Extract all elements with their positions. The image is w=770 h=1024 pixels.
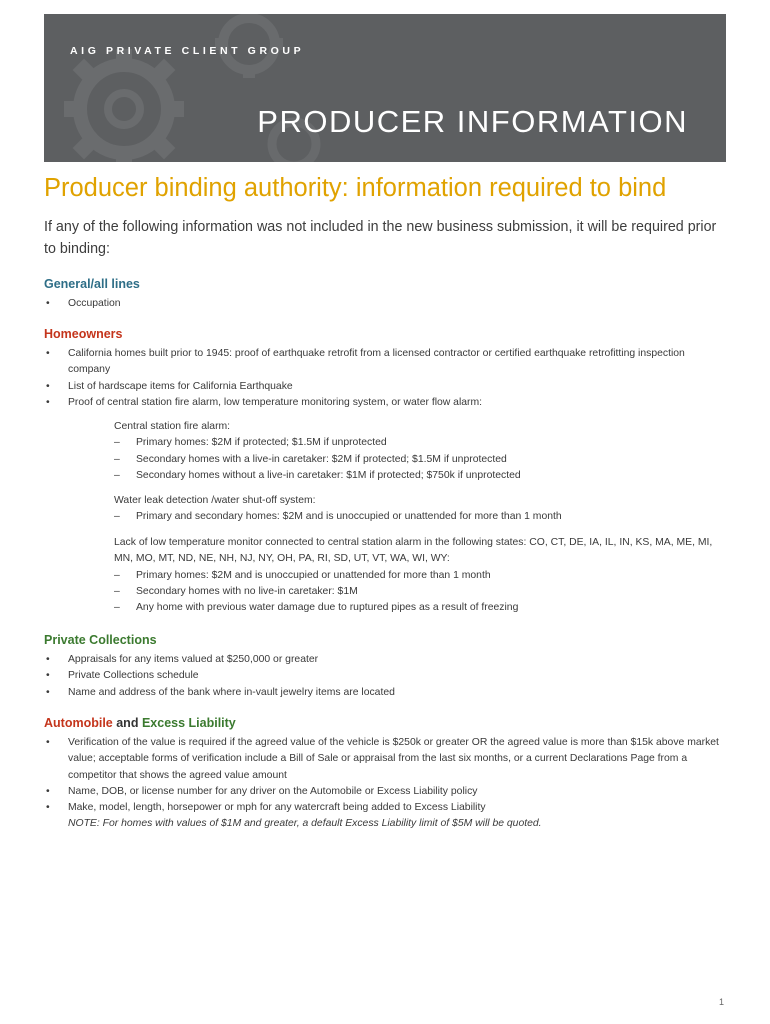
intro-text: If any of the following information was not included in the new business submission, it will be required prior to binding: bbox=[44, 219, 717, 257]
water-leak-block bbox=[114, 493, 724, 526]
page-number: 1 bbox=[719, 997, 725, 1007]
list-item: – Primary homes: $2M and is unoccupied or unattended for more than 1 month bbox=[114, 569, 491, 581]
list-item: • California homes built prior to 1945: proof of earthquake retrofit from a licensed contractor or certified earthquake retrofitting inspection company bbox=[46, 348, 685, 376]
list-item: • Verification of the value is required if the agreed value of the vehicle is $250k or greater OR the agreed value is more than $15k above market value; acceptable forms of verification include a Bill of Sale or appraisal from the last six months, or a current Declarations Page from a competitor that shows the agreed value amount bbox=[46, 737, 719, 781]
heading-automobile: Automobile bbox=[44, 716, 113, 730]
list-item: • Private Collections schedule bbox=[46, 670, 199, 682]
heading-and: and bbox=[116, 716, 139, 730]
homeowners-list bbox=[44, 346, 724, 411]
header-banner bbox=[44, 14, 726, 162]
brand-name: AIG PRIVATE CLIENT GROUP bbox=[70, 45, 305, 57]
list-item: – Any home with previous water damage due to ruptured pipes as a result of freezing bbox=[114, 602, 519, 614]
list-item: • Name and address of the bank where in-vault jewelry items are located bbox=[46, 686, 395, 698]
list-item: – Secondary homes without a live-in caretaker: $1M if protected; $750k if unprotected bbox=[114, 469, 521, 481]
section-heading-homeowners: Homeowners bbox=[44, 327, 123, 341]
private-collections-list bbox=[44, 652, 724, 701]
banner-title: PRODUCER INFORMATION bbox=[257, 104, 688, 139]
list-item: – Secondary homes with a live-in caretaker: $2M if protected; $1.5M if unprotected bbox=[114, 453, 507, 465]
excess-liability-note: NOTE: For homes with values of $1M and greater, a default Excess Liability limit of $5M will be quoted. bbox=[68, 818, 542, 830]
list-item: • Make, model, length, horsepower or mph for any watercraft being added to Excess Liability bbox=[46, 802, 486, 814]
list-item: – Primary and secondary homes: $2M and is unoccupied or unattended for more than 1 month bbox=[114, 511, 562, 523]
note-item bbox=[44, 816, 724, 832]
section-heading-general: General/all lines bbox=[44, 277, 140, 291]
list-item: • Appraisals for any items valued at $250,000 or greater bbox=[46, 654, 319, 665]
general-list bbox=[44, 296, 724, 312]
list-item: • Name, DOB, or license number for any driver on the Automobile or Excess Liability policy bbox=[46, 785, 478, 797]
list-item: • List of hardscape items for California Earthquake bbox=[46, 380, 293, 392]
list-item: – Secondary homes with no live-in caretaker: $1M bbox=[114, 585, 358, 597]
list-item: – Primary homes: $2M if protected; $1.5M if unprotected bbox=[114, 437, 387, 449]
list-item: • Proof of central station fire alarm, low temperature monitoring system, or water flow alarm: bbox=[46, 396, 483, 408]
central-station-label: Central station fire alarm: bbox=[114, 421, 231, 432]
section-heading-auto-excess bbox=[44, 716, 236, 730]
section-heading-private-collections: Private Collections bbox=[44, 633, 157, 647]
low-temp-label: Lack of low temperature monitor connected to central station alarm in the following states: CO, CT, DE, IA, IL, IN, KS, MA, ME, MI, MN, MO, MT, ND, NE, NH, NJ, NY, OH, PA, RI, SD, UT, VT, WA, WI, WY: bbox=[114, 537, 713, 565]
auto-excess-list bbox=[44, 735, 724, 833]
central-station-block bbox=[114, 419, 724, 484]
water-leak-label: Water leak detection /water shut-off system: bbox=[114, 495, 316, 506]
list-item: • Occupation bbox=[46, 298, 121, 309]
low-temp-block bbox=[114, 535, 724, 616]
page-title: Producer binding authority: information required to bind bbox=[44, 174, 667, 202]
heading-excess-liability: Excess Liability bbox=[141, 716, 236, 730]
